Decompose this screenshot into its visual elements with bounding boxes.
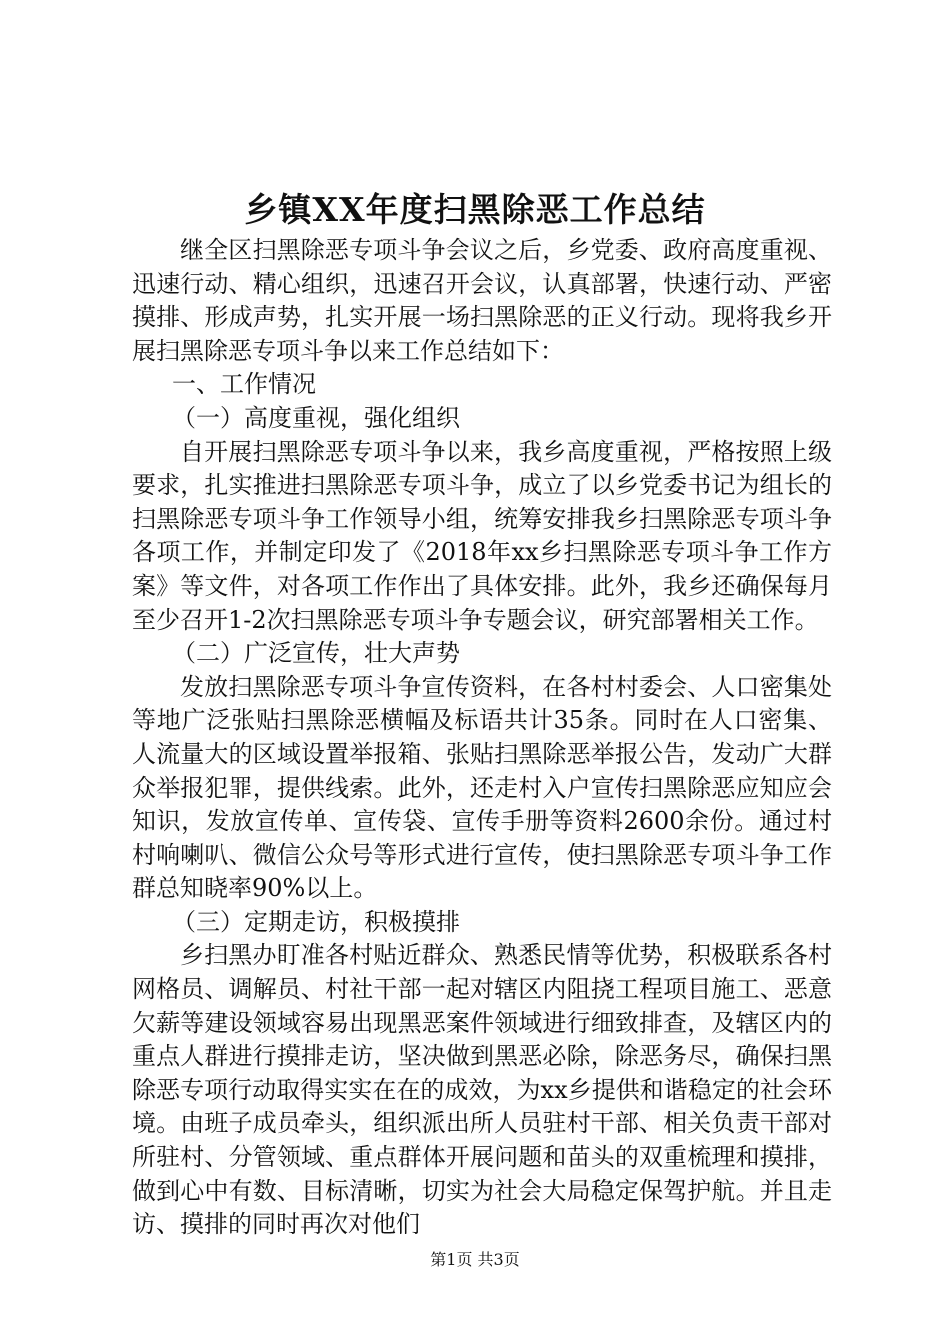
- subsection-paragraph-3: 乡扫黑办盯准各村贴近群众、熟悉民情等优势，积极联系各村网格员、调解员、村社干部一起对辖区内阻挠工程项目施工、恶意欠薪等建设领域容易出现黑恶案件领域进行细致排查，及辖区内的重点人群进行摸排走访，坚决做到黑恶必除，除恶务尽，确保扫黑除恶专项行动取得实实在在的成效，为xx乡提供和谐稳定的社会环境。由班子成员牵头，组织派出所人员驻村干部、相关负责干部对所驻村、分管领域、重点群体开展问题和苗头的双重梳理和摸排，做到心中有数、目标清晰，切实为社会大局稳定保驾护航。并且走访、摸排的同时再次对他们: [132, 941, 832, 1239]
- subsection-paragraph-1: 自开展扫黑除恶专项斗争以来，我乡高度重视，严格按照上级要求，扎实推进扫黑除恶专项斗争，成立了以乡党委书记为组长的扫黑除恶专项斗争工作领导小组，统筹安排我乡扫黑除恶专项斗争各项工作，并制定印发了《2018年xx乡扫黑除恶专项斗争工作方案》等文件，对各项工作作出了具体安排。此外，我乡还确保每月至少召开1-2次扫黑除恶专项斗争专题会议，研究部署相关工作。: [132, 437, 832, 634]
- section-heading-work-status: 一、工作情况: [172, 370, 316, 399]
- document-body: [132, 234, 832, 1242]
- page-number-footer: 第1页 共3页: [430, 1250, 520, 1269]
- subsection-paragraph-2: 发放扫黑除恶专项斗争宣传资料，在各村村委会、人口密集处等地广泛张贴扫黑除恶横幅及标语共计35条。同时在人口密集、人流量大的区域设置举报箱、张贴扫黑除恶举报公告，发动广大群众举报犯罪，提供线索。此外，还走村入户宣传扫黑除恶应知应会知识，发放宣传单、宣传袋、宣传手册等资料2600余份。通过村村响喇叭、微信公众号等形式进行宣传，使扫黑除恶专项斗争工作群总知晓率90%以上。: [132, 672, 832, 903]
- document-title: 乡镇XX年度扫黑除恶工作总结: [244, 190, 706, 229]
- subsection-heading-2: （二）广泛宣传，壮大声势: [172, 639, 460, 668]
- subsection-heading-3: （三）定期走访，积极摸排: [172, 907, 460, 936]
- intro-paragraph: 继全区扫黑除恶专项斗争会议之后，乡党委、政府高度重视、迅速行动、精心组织，迅速召开会议，认真部署，快速行动、严密摸排、形成声势，扎实开展一场扫黑除恶的正义行动。现将我乡开展扫黑除恶专项斗争以来工作总结如下：: [132, 236, 832, 365]
- subsection-heading-1: （一）高度重视，强化组织: [172, 403, 460, 432]
